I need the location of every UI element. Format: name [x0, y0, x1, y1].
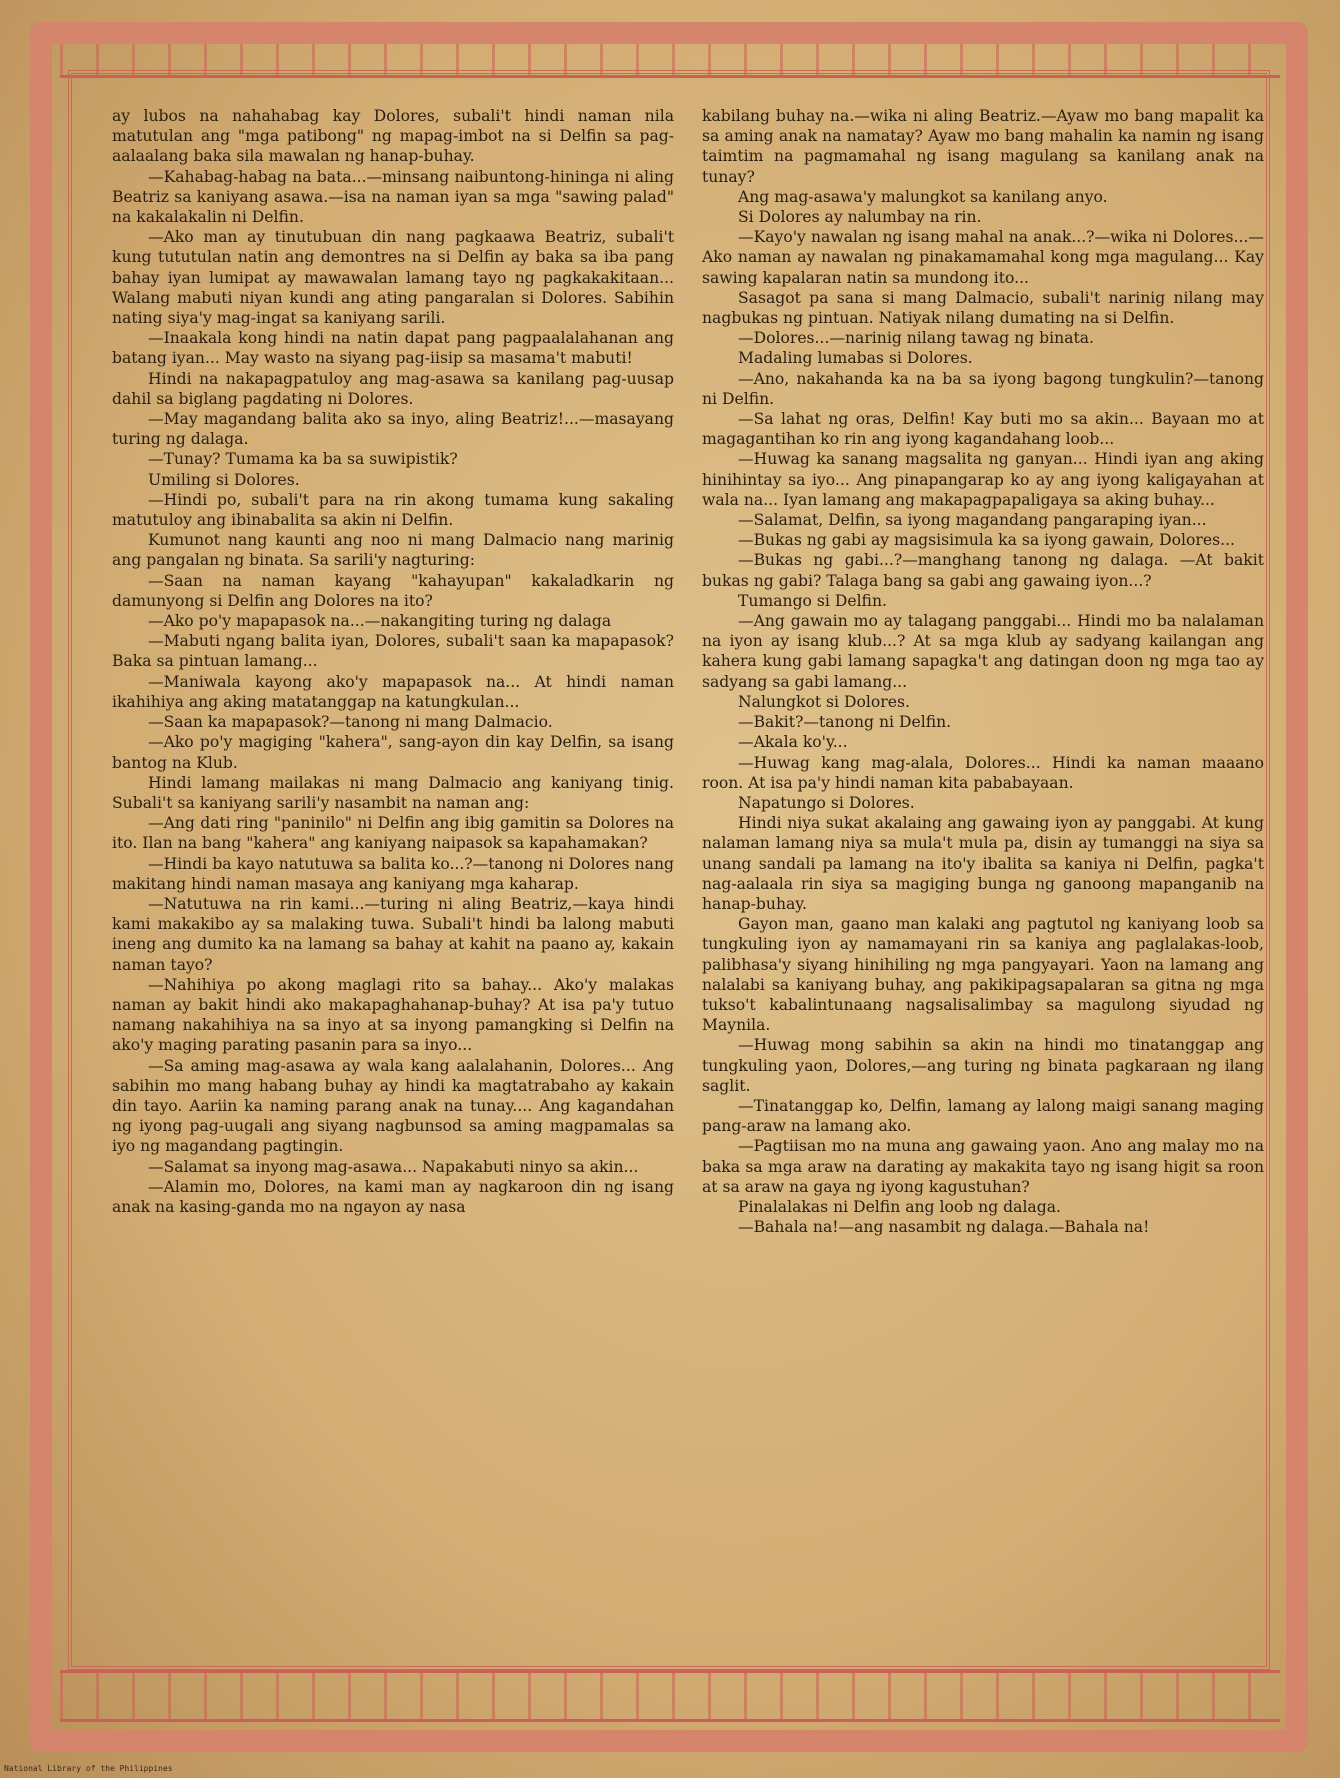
paragraph: —Huwag kang mag-alala, Dolores... Hindi ka naman maaano roon. At isa pa'y hindi naman kita pababayaan. [702, 753, 1264, 792]
paragraph: —Natutuwa na rin kami...—turing ni aling Beatriz,—kaya hindi kami makakibo ay sa malaking tuwa. Subali't hindi ba lalong mabuti ineng ang dumito ka na lamang sa bahay at kahit na paano ay, kakain naman tayo? [112, 894, 674, 974]
paragraph: —Inaakala kong hindi na natin dapat pang pagpaalalahanan ang batang iyan... May wasto na siyang pag-iisip sa masama't mabuti! [112, 329, 674, 368]
paragraph: —Tunay? Tumama ka ba sa suwipistik? [148, 450, 458, 469]
paragraph: Napatungo si Dolores. [738, 793, 915, 812]
paragraph: —Ang gawain mo ay talagang panggabi... Hindi mo ba nalalaman na iyon ay isang klub...? At sa mga klub ay sadyang kailangan ang kahera kung gabi lamang sapagka't ang datingan doon ng mga tao ay sadyang sa gabi lamang... [702, 612, 1264, 691]
paragraph: —Salamat sa inyong mag-asawa... Napakabuti ninyo sa akin... [148, 1157, 639, 1176]
paragraph: Nalungkot si Dolores. [738, 692, 910, 711]
paragraph: Umiling si Dolores. [148, 470, 300, 489]
paragraph: Sasagot pa sana si mang Dalmacio, subali't narinig nilang may nagbukas ng pintuan. Natiyak nilang dumating na si Delfin. [702, 288, 1264, 328]
paragraph: —Dolores...—narinig nilang tawag ng binata. [738, 329, 1095, 348]
paragraph: —Huwag ka sanang magsalita ng ganyan... Hindi iyan ang aking hinihintay sa iyo... Ang pinapangarap ko ay ang iyong kaligayahan at wala na... Iyan lamang ang makapagpapaligaya sa aking buhay... [702, 450, 1264, 509]
paragraph: Hindi lamang mailakas ni mang Dalmacio ang kaniyang tinig. Subali't sa kaniyang sarili'y nasambit na naman ang: [112, 773, 674, 812]
paragraph: —Alamin mo, Dolores, na kami man ay nagkaroon din ng isang anak na kasing-ganda mo na ngayon ay nasa [112, 1177, 674, 1216]
paragraph: Kumunot nang kaunti ang noo ni mang Dalmacio nang marinig ang pangalan ng binata. Sa sarili'y nagturing: [112, 531, 674, 570]
paragraph: —Ano, nakahanda ka na ba sa iyong bagong tungkulin?—tanong ni Delfin. [702, 369, 1264, 408]
paragraph: —Maniwala kayong ako'y mapapasok na... At hindi naman ikahihiya ang aking matatanggap na katungkulan... [112, 672, 674, 711]
paragraph: Madaling lumabas si Dolores. [738, 349, 973, 368]
paragraph: —Bahala na!—ang nasambit ng dalaga.—Bahala na! [738, 1218, 1150, 1237]
paragraph: —Bakit?—tanong ni Delfin. [738, 713, 952, 732]
paragraph: —Ako man ay tinutubuan din nang pagkaawa Beatriz, subali't kung tututulan natin ang demontres na si Delfin ay baka sa iba pang bahay iyan lumipat ay mawawalan lamang tayo ng pagkakakitaan... Walang mabuti niyan kundi ang ating pangaralan si Dolores. Sabihin nating siya'y mag-ingat sa kaniyang sarili. [112, 228, 674, 328]
paragraph: Hindi niya sukat akalaing ang gawaing iyon ay panggabi. At kung nalaman lamang niya sa mula't mula pa, disin ay tumanggi na siya sa unang sandali pa lamang na ito'y ibalita sa kaniya ni Delfin, pagka't nag-aalaala rin siya sa magiging bunga ng ganoong mapanganib na hanap-buhay. [702, 814, 1264, 913]
paragraph: Tumango si Delfin. [738, 591, 887, 610]
paragraph: —Tinatanggap ko, Delfin, lamang ay lalong maigi sanang maging pang-araw na lamang ako. [702, 1096, 1264, 1136]
paragraph: kabilang buhay na.—wika ni aling Beatriz.—Ayaw mo bang mapalit ka sa aming anak na namatay? Ayaw mo bang mahalin ka namin ng isang taimtim na pagmamahal ng isang magulang sa kanilang anak na tunay? [702, 107, 1264, 186]
paragraph: —Kayo'y nawalan ng isang mahal na anak...?—wika ni Dolores...—Ako naman ay nawalan ng pinakamamahal kong mga magulang... Kay sawing kapalaran natin sa mundong ito... [702, 228, 1264, 287]
paragraph: Ang mag-asawa'y malungkot sa kanilang anyo. [738, 187, 1108, 206]
paragraph: —Bukas ng gabi...?—manghang tanong ng dalaga. —At bakit bukas ng gabi? Talaga bang sa gabi ang gawaing iyon...? [702, 551, 1264, 590]
right-text-column [702, 106, 1264, 1237]
paragraph: —Saan na naman kayang "kahayupan" kakaladkarin ng damunyong si Delfin ang Dolores na ito? [112, 571, 674, 610]
paragraph: —Saan ka mapapasok?—tanong ni mang Dalmacio. [148, 713, 553, 732]
library-footer: National Library of the Philippines [4, 1764, 173, 1773]
paragraph: —Huwag mong sabihin sa akin na hindi mo tinatanggap ang tungkuling yaon, Dolores,—ang turing ng binata pagkaraan ng ilang saglit. [702, 1036, 1264, 1095]
paragraph: —Nahihiya po akong maglagi rito sa bahay... Ako'y malakas naman ay bakit hindi ako makapaghahanap-buhay? At isa pa'y tutuo namang nakahihiya na sa inyo at sa inyong pamangking si Delfin na ako'y maging parating pasanin para sa inyo... [112, 975, 674, 1055]
paragraph: —Mabuti ngang balita iyan, Dolores, subali't saan ka mapapasok? Baka sa pintuan lamang... [112, 632, 674, 671]
paragraph: —Sa aming mag-asawa ay wala kang aalalahanin, Dolores... Ang sabihin mo mang habang buhay ay hindi ka magtatrabaho ay kakain din tayo. Aariin ka naming parang anak na tunay.... Ang kagandahan ng iyong pag-uugali ang siyang nagbunsod sa aming magpamalas sa iyo ng magandang pagtingin. [112, 1056, 674, 1156]
paragraph: —Pagtiisan mo na muna ang gawaing yaon. Ano ang malay mo na baka sa mga araw na darating ay makakita tayo ng isang higit sa roon at sa araw na gaya ng iyong kagustuhan? [702, 1137, 1264, 1196]
paragraph: —Ako po'y mapapasok na...—nakangiting turing ng dalaga [148, 612, 612, 631]
paragraph: —Ang dati ring "paninilo" ni Delfin ang ibig gamitin sa Dolores na ito. Ilan na bang "kahera" ang kaniyang naipasok sa kapahamakan? [112, 814, 674, 853]
paragraph: —Hindi po, subali't para na rin akong tumama kung sakaling matutuloy ang ibinabalita sa akin ni Delfin. [112, 490, 674, 530]
paragraph: —Sa lahat ng oras, Delfin! Kay buti mo sa akin... Bayaan mo at magagantihan ko rin ang iyong kagandahang loob... [702, 410, 1264, 449]
paragraph: Hindi na nakapagpatuloy ang mag-asawa sa kanilang pag-uusap dahil sa biglang pagdating ni Dolores. [112, 369, 674, 408]
paragraph: ay lubos na nahahabag kay Dolores, subali't hindi naman nila matutulan ang "mga patibong" ng mapag-imbot na si Delfin sa pag-aalaalang baka sila mawalan ng hanap-buhay. [112, 107, 674, 166]
paragraph: —Bukas ng gabi ay magsisimula ka sa iyong gawain, Dolores... [738, 531, 1235, 550]
paragraph: —May magandang balita ako sa inyo, aling Beatriz!...—masayang turing ng dalaga. [112, 410, 674, 449]
paragraph: —Ako po'y magiging "kahera", sang-ayon din kay Delfin, sa isang bantog na Klub. [112, 733, 674, 772]
paragraph: —Salamat, Delfin, sa iyong magandang pangaraping iyan... [738, 511, 1207, 530]
paragraph: —Kahabag-habag na bata...—minsang naibuntong-hininga ni aling Beatriz sa kaniyang asawa.—isa na naman iyan sa mga "sawing palad" na kakalakalin ni Delfin. [112, 167, 674, 227]
paragraph: —Akala ko'y... [738, 733, 848, 752]
paragraph: Pinalalakas ni Delfin ang loob ng dalaga. [738, 1197, 1061, 1216]
paragraph: Gayon man, gaano man kalaki ang pagtutol ng kaniyang loob sa tungkuling iyon ay namamayani rin sa kaniya ang paglalakas-loob, palibhasa'y siyang hinihiling ng mga pangyayari. Yaon na lamang ang nalalabi sa kaniyang buhay, ang pakikipagsapalaran sa gitna ng mga tukso't kabalintunaang nagsalisalimbay sa magulong siyudad ng Maynila. [702, 915, 1264, 1035]
paragraph: Si Dolores ay nalumbay na rin. [738, 208, 982, 227]
paragraph: —Hindi ba kayo natutuwa sa balita ko...?—tanong ni Dolores nang makitang hindi naman masaya ang kaniyang mga kaharap. [112, 854, 674, 893]
left-text-column [112, 106, 674, 1217]
